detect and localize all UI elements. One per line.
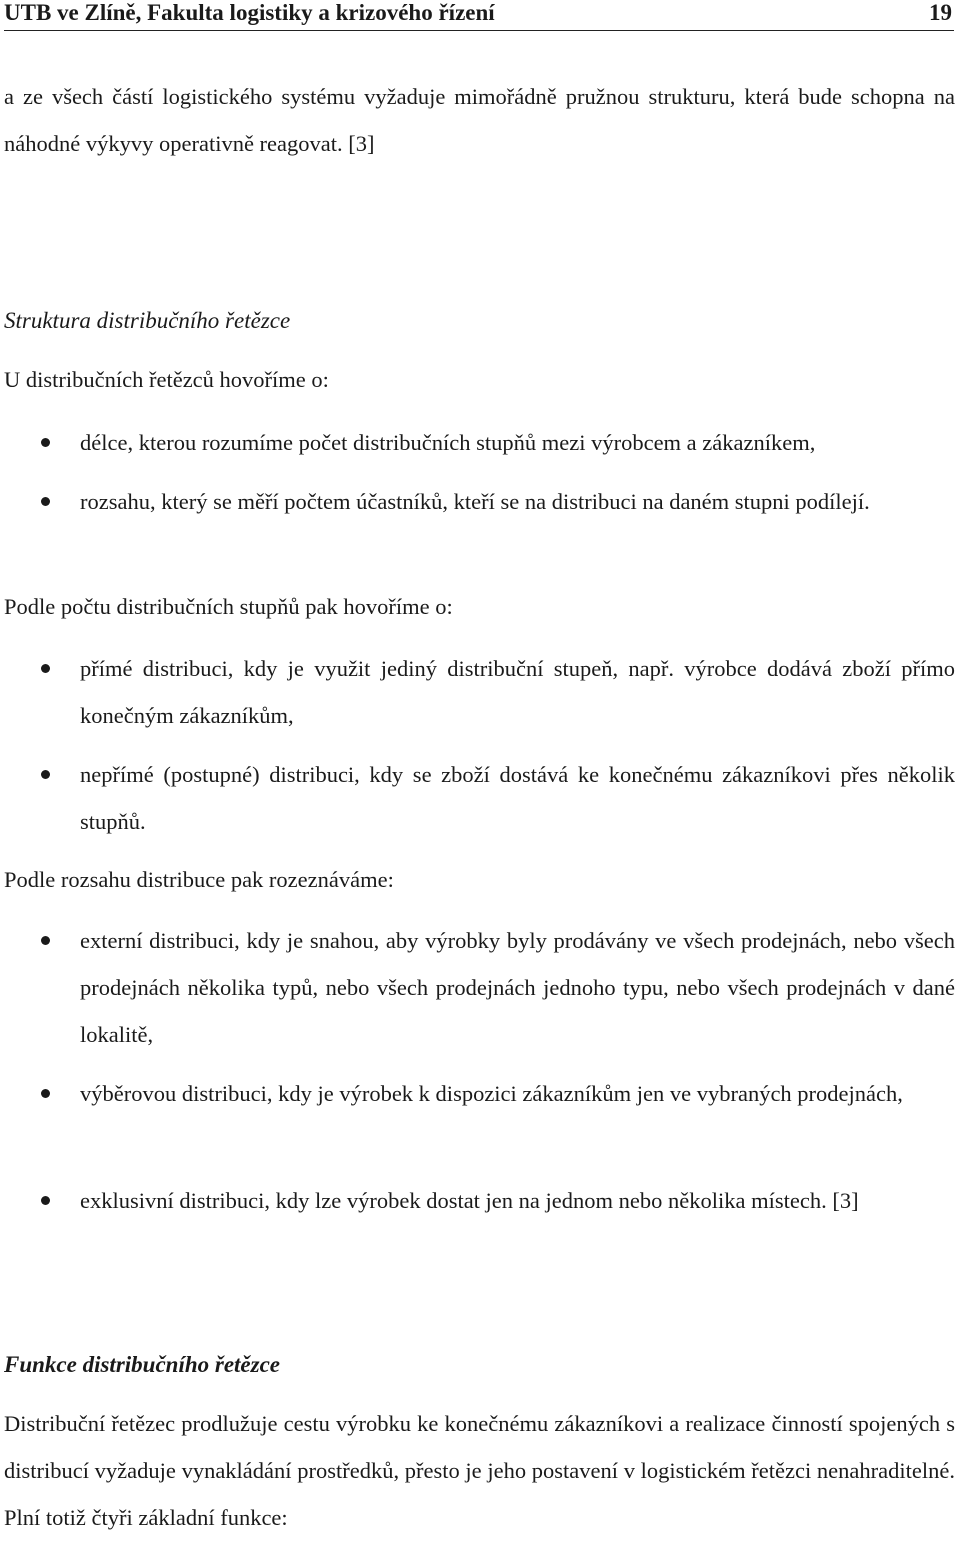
intro-paragraph: a ze všech částí logistického systému vyžaduje mimořádně pružnou strukturu, která bude schopna na náhodné výkyvy operativně reagovat. [3] <box>4 84 955 156</box>
bullet-marker <box>41 1089 50 1098</box>
bullet-item-direct: přímé distribuci, kdy je využit jediný distribuční stupeň, např. výrobce dodává zboží přímo konečným zákazníkům, <box>80 656 955 728</box>
bullet-item-indirect: nepřímé (postupné) distribuci, kdy se zboží dostává ke konečnému zákazníkovi přes několik stupňů. <box>80 762 955 834</box>
bullet-item-external: externí distribuci, kdy je snahou, aby výrobky byly prodávány ve všech prodejnách, nebo všech prodejnách několika typů, nebo všech prodejnách jednoho typu, nebo všech prodejnách v dané lokalitě, <box>80 928 955 1047</box>
bullet-marker <box>41 664 50 673</box>
bullet-item-scope: rozsahu, který se měří počtem účastníků, kteří se na distribuci na daném stupni podílejí. <box>80 489 870 514</box>
bullet-marker <box>41 438 50 447</box>
function-paragraph: Distribuční řetězec prodlužuje cestu výrobku ke konečnému zákazníkovi a realizace činností spojených s distribucí vyžaduje vynakládání prostředků, přesto je jeho postavení v logistickém řetězci nenahraditelné. Plní totiž čtyři základní funkce: <box>4 1411 955 1530</box>
page-number: 19 <box>929 0 952 25</box>
bullet-marker <box>41 497 50 506</box>
bullet-marker <box>41 770 50 779</box>
header-title: UTB ve Zlíně, Fakulta logistiky a krizového řízení <box>4 0 495 25</box>
bullet-item-exclusive: exklusivní distribuci, kdy lze výrobek dostat jen na jednom nebo několika místech. [3] <box>80 1188 859 1213</box>
bullet-marker <box>41 936 50 945</box>
distribution-levels-lead: Podle počtu distribučních stupňů pak hovoříme o: <box>4 594 453 619</box>
structure-lead: U distribučních řetězců hovoříme o: <box>4 367 329 392</box>
section-heading-structure: Struktura distribučního řetězce <box>4 308 291 333</box>
distribution-scope-lead: Podle rozsahu distribuce pak rozeznáváme: <box>4 867 394 892</box>
section-heading-function: Funkce distribučního řetězce <box>4 1352 281 1377</box>
page-header <box>4 0 954 31</box>
bullet-marker <box>41 1196 50 1205</box>
bullet-item-length: délce, kterou rozumíme počet distribučních stupňů mezi výrobcem a zákazníkem, <box>80 430 816 455</box>
bullet-item-selective: výběrovou distribuci, kdy je výrobek k dispozici zákazníkům jen ve vybraných prodejnách, <box>80 1081 903 1106</box>
